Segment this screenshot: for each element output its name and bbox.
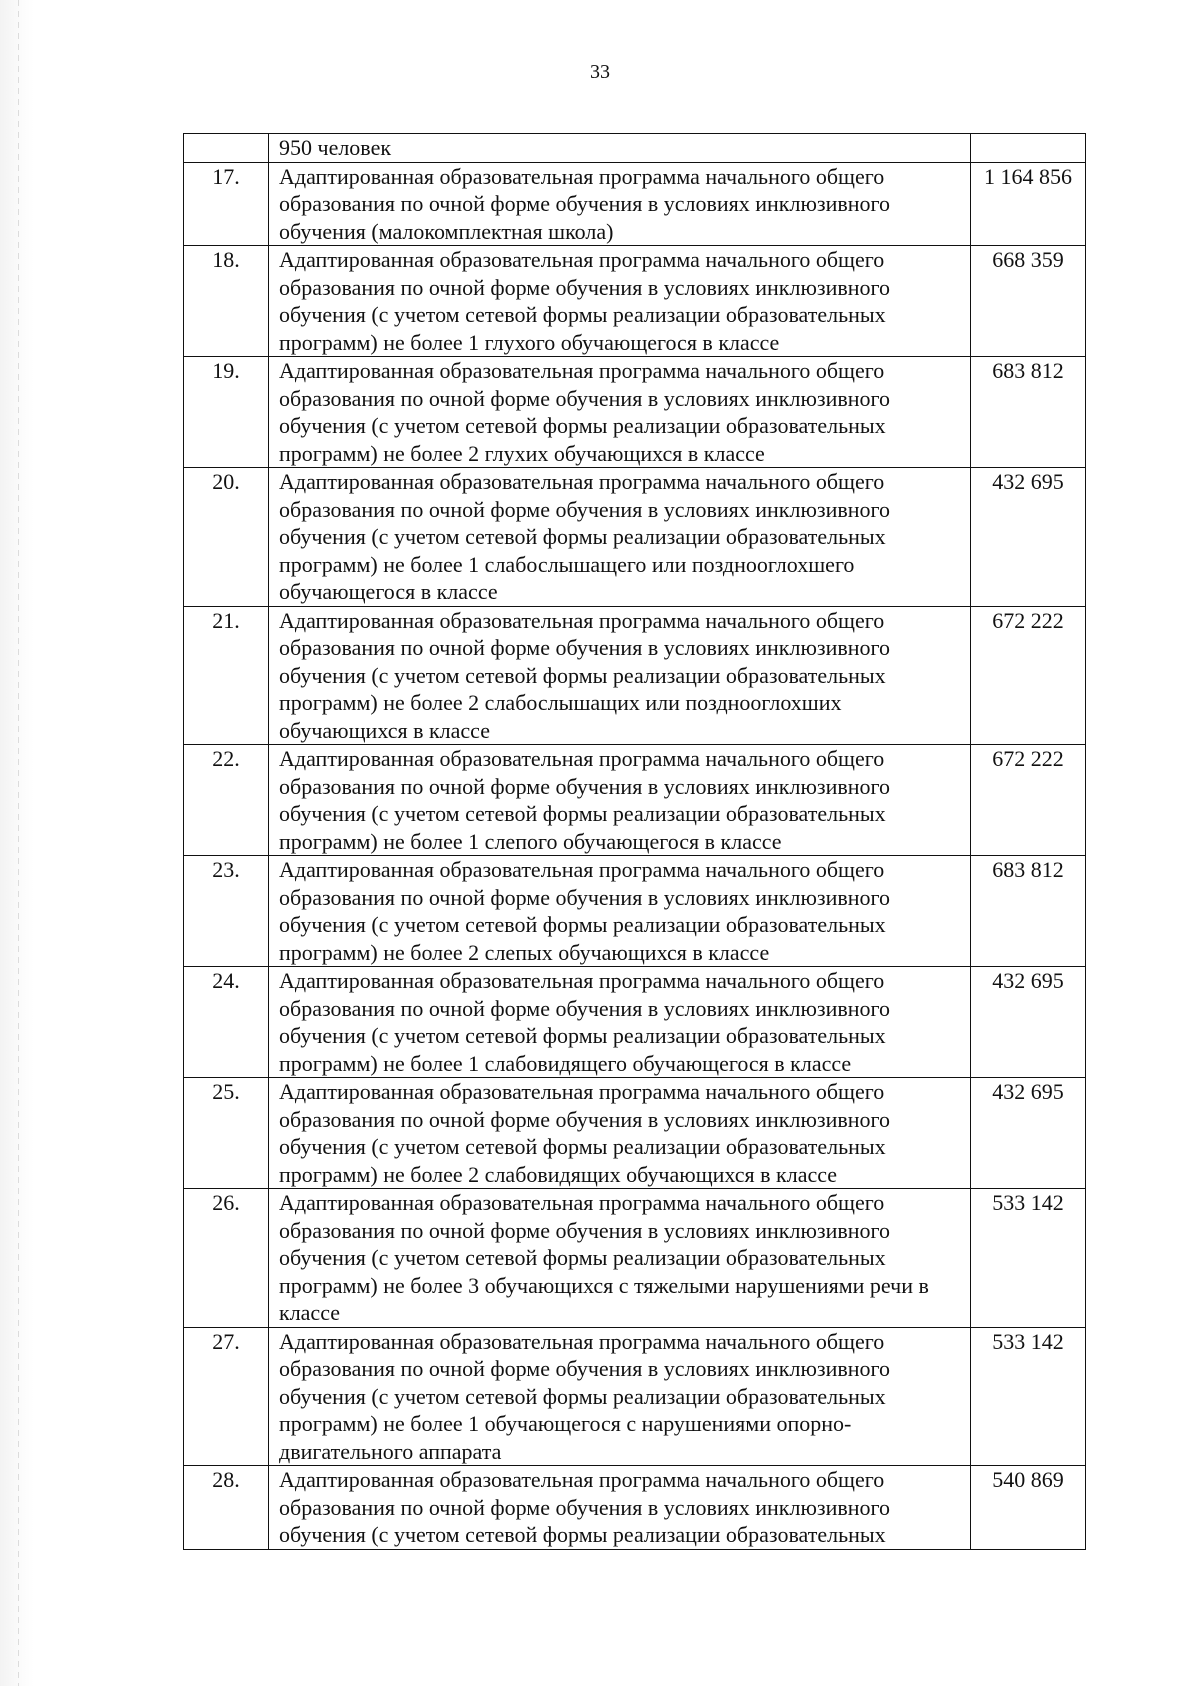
table-row	[184, 1078, 1086, 1189]
cost-value: 432 695	[971, 468, 1086, 607]
table-row	[184, 1189, 1086, 1328]
program-name: 950 человек	[269, 134, 971, 163]
scan-edge-artifact	[0, 0, 34, 1686]
row-number: 20.	[184, 468, 269, 607]
cost-value: 668 359	[971, 246, 1086, 357]
table-row	[184, 134, 1086, 163]
row-number: 27.	[184, 1327, 269, 1466]
row-number: 24.	[184, 967, 269, 1078]
table-row	[184, 468, 1086, 607]
table-row	[184, 606, 1086, 745]
cost-value: 533 142	[971, 1327, 1086, 1466]
row-number: 22.	[184, 745, 269, 856]
table-row	[184, 246, 1086, 357]
row-number: 18.	[184, 246, 269, 357]
cost-value: 533 142	[971, 1189, 1086, 1328]
cost-table-body	[184, 134, 1086, 1550]
table-row	[184, 745, 1086, 856]
table-row	[184, 162, 1086, 246]
program-name: Адаптированная образовательная программа начального общего образования по очной форме обучения в условиях инклюзивного обучения (с учетом сетевой формы реализации образовательных программ) не более 2 слепых обучающихся в классе	[269, 856, 971, 967]
program-name: Адаптированная образовательная программа начального общего образования по очной форме обучения в условиях инклюзивного обучения (с учетом сетевой формы реализации образовательных программ) не более 3 обучающихся с тяжелыми нарушениями речи в классе	[269, 1189, 971, 1328]
program-name: Адаптированная образовательная программа начального общего образования по очной форме обучения в условиях инклюзивного обучения (с учетом сетевой формы реализации образовательных программ) не более 1 обучающегося с нарушениями опорно-двигательного аппарата	[269, 1327, 971, 1466]
cost-value	[971, 134, 1086, 163]
program-name: Адаптированная образовательная программа начального общего образования по очной форме обучения в условиях инклюзивного обучения (с учетом сетевой формы реализации образовательных программ) не более 1 слабовидящего обучающегося в классе	[269, 967, 971, 1078]
cost-value: 672 222	[971, 606, 1086, 745]
row-number: 17.	[184, 162, 269, 246]
table-row	[184, 1466, 1086, 1550]
cost-table	[183, 133, 1086, 1550]
cost-value: 432 695	[971, 1078, 1086, 1189]
program-name: Адаптированная образовательная программа начального общего образования по очной форме обучения в условиях инклюзивного обучения (малокомплектная школа)	[269, 162, 971, 246]
program-name: Адаптированная образовательная программа начального общего образования по очной форме обучения в условиях инклюзивного обучения (с учетом сетевой формы реализации образовательных программ) не более 1 слабослышащего или позднооглохшего обучающегося в классе	[269, 468, 971, 607]
table-row	[184, 357, 1086, 468]
program-name: Адаптированная образовательная программа начального общего образования по очной форме обучения в условиях инклюзивного обучения (с учетом сетевой формы реализации образовательных программ) не более 1 слепого обучающегося в классе	[269, 745, 971, 856]
cost-value: 683 812	[971, 357, 1086, 468]
row-number: 23.	[184, 856, 269, 967]
cost-value: 683 812	[971, 856, 1086, 967]
row-number: 25.	[184, 1078, 269, 1189]
table-row	[184, 856, 1086, 967]
row-number	[184, 134, 269, 163]
row-number: 28.	[184, 1466, 269, 1550]
program-name: Адаптированная образовательная программа начального общего образования по очной форме обучения в условиях инклюзивного обучения (с учетом сетевой формы реализации образовательных программ) не более 2 слабослышащих или позднооглохших обучающихся в классе	[269, 606, 971, 745]
table-row	[184, 967, 1086, 1078]
program-name: Адаптированная образовательная программа начального общего образования по очной форме обучения в условиях инклюзивного обучения (с учетом сетевой формы реализации образовательных программ) не более 1 глухого обучающегося в классе	[269, 246, 971, 357]
row-number: 19.	[184, 357, 269, 468]
program-name: Адаптированная образовательная программа начального общего образования по очной форме обучения в условиях инклюзивного обучения (с учетом сетевой формы реализации образовательных	[269, 1466, 971, 1550]
row-number: 26.	[184, 1189, 269, 1328]
cost-value: 540 869	[971, 1466, 1086, 1550]
program-name: Адаптированная образовательная программа начального общего образования по очной форме обучения в условиях инклюзивного обучения (с учетом сетевой формы реализации образовательных программ) не более 2 глухих обучающихся в классе	[269, 357, 971, 468]
table-row	[184, 1327, 1086, 1466]
program-name: Адаптированная образовательная программа начального общего образования по очной форме обучения в условиях инклюзивного обучения (с учетом сетевой формы реализации образовательных программ) не более 2 слабовидящих обучающихся в классе	[269, 1078, 971, 1189]
cost-value: 672 222	[971, 745, 1086, 856]
row-number: 21.	[184, 606, 269, 745]
cost-value: 432 695	[971, 967, 1086, 1078]
page-number: 33	[590, 61, 610, 83]
cost-value: 1 164 856	[971, 162, 1086, 246]
